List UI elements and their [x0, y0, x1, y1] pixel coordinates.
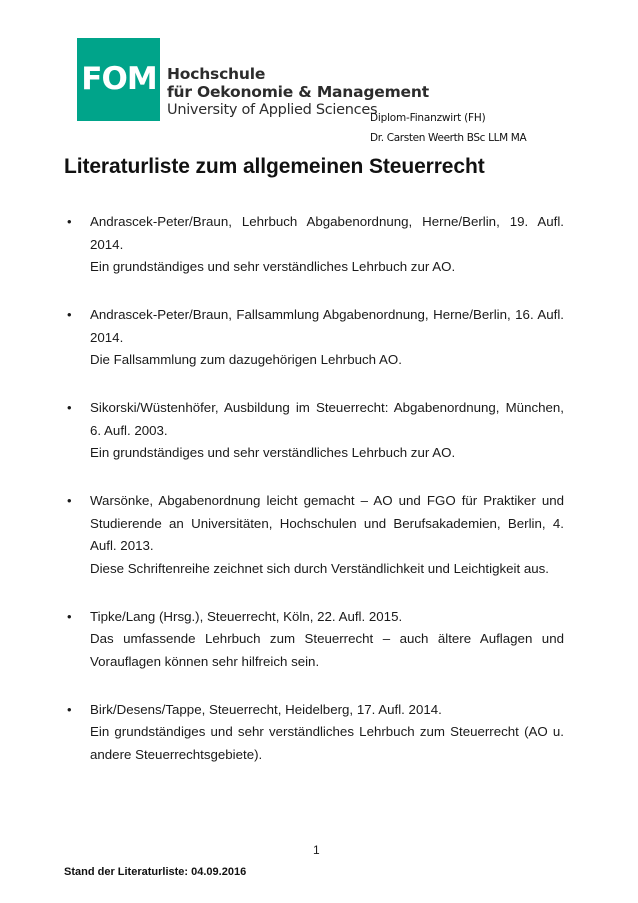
- reference-item: [64, 606, 564, 674]
- bullet-icon: •: [67, 307, 72, 322]
- bullet-icon: •: [67, 608, 72, 624]
- bullet-icon: •: [67, 214, 72, 229]
- reference-citation: Andrascek-Peter/Braun, Lehrbuch Abgabenordnung, Herne/Berlin, 19. Aufl. 2014.: [90, 214, 564, 252]
- reference-note: Diese Schriftenreihe zeichnet sich durch Verständlichkeit und Leichtigkeit aus.: [90, 560, 549, 576]
- page-number: 1: [313, 843, 320, 857]
- author-block: [370, 108, 526, 148]
- reference-note: Ein grundständiges und sehr verständliches Lehrbuch zur AO.: [90, 445, 456, 460]
- page-title: Literaturliste zum allgemeinen Steuerrecht: [64, 155, 485, 178]
- reference-item: [64, 397, 564, 465]
- reference-note: Ein grundständiges und sehr verständliches Lehrbuch zur AO.: [90, 259, 456, 274]
- reference-item: [64, 490, 564, 580]
- institution-line-1: Hochschule: [167, 65, 266, 83]
- reference-note: Das umfassende Lehrbuch zum Steuerrecht – auch ältere Auflagen und Vorauflagen können sehr hilfreich sein.: [90, 631, 564, 669]
- reference-citation: Warsönke, Abgabenordnung leicht gemacht – AO und FGO für Praktiker und Studierende an Universitäten, Hochschulen und Berufsakademien, Berlin, 4. Aufl. 2013.: [90, 493, 564, 553]
- reference-citation: Birk/Desens/Tappe, Steuerrecht, Heidelberg, 17. Aufl. 2014.: [90, 701, 442, 717]
- reference-item: [64, 304, 564, 372]
- bullet-icon: •: [67, 400, 72, 415]
- reference-note: Die Fallsammlung zum dazugehörigen Lehrbuch AO.: [90, 352, 402, 367]
- bullet-icon: •: [67, 493, 72, 508]
- reference-item: [64, 699, 564, 767]
- reference-note: Ein grundständiges und sehr verständliches Lehrbuch zum Steuerrecht (AO u. andere Steuerrechtsgebiete).: [90, 724, 564, 762]
- reference-item: [64, 211, 564, 279]
- footer-date: Stand der Literaturliste: 04.09.2016: [64, 866, 247, 878]
- author-degree: Diplom-Finanzwirt (FH): [370, 112, 486, 124]
- author-name: Dr. Carsten Weerth BSc LLM MA: [370, 132, 527, 144]
- reference-citation: Sikorski/Wüstenhöfer, Ausbildung im Steuerrecht: Abgabenordnung, München, 6. Aufl. 2003.: [90, 400, 564, 438]
- reference-citation: Tipke/Lang (Hrsg.), Steuerrecht, Köln, 22. Aufl. 2015.: [90, 608, 403, 624]
- institution-line-2: für Oekonomie & Management: [167, 83, 429, 101]
- reference-citation: Andrascek-Peter/Braun, Fallsammlung Abgabenordnung, Herne/Berlin, 16. Aufl. 2014.: [90, 307, 564, 345]
- reference-list: [64, 211, 564, 792]
- logo-mark: FOM: [81, 61, 157, 97]
- institution-line-3: University of Applied Sciences: [167, 102, 378, 118]
- bullet-icon: •: [67, 701, 72, 717]
